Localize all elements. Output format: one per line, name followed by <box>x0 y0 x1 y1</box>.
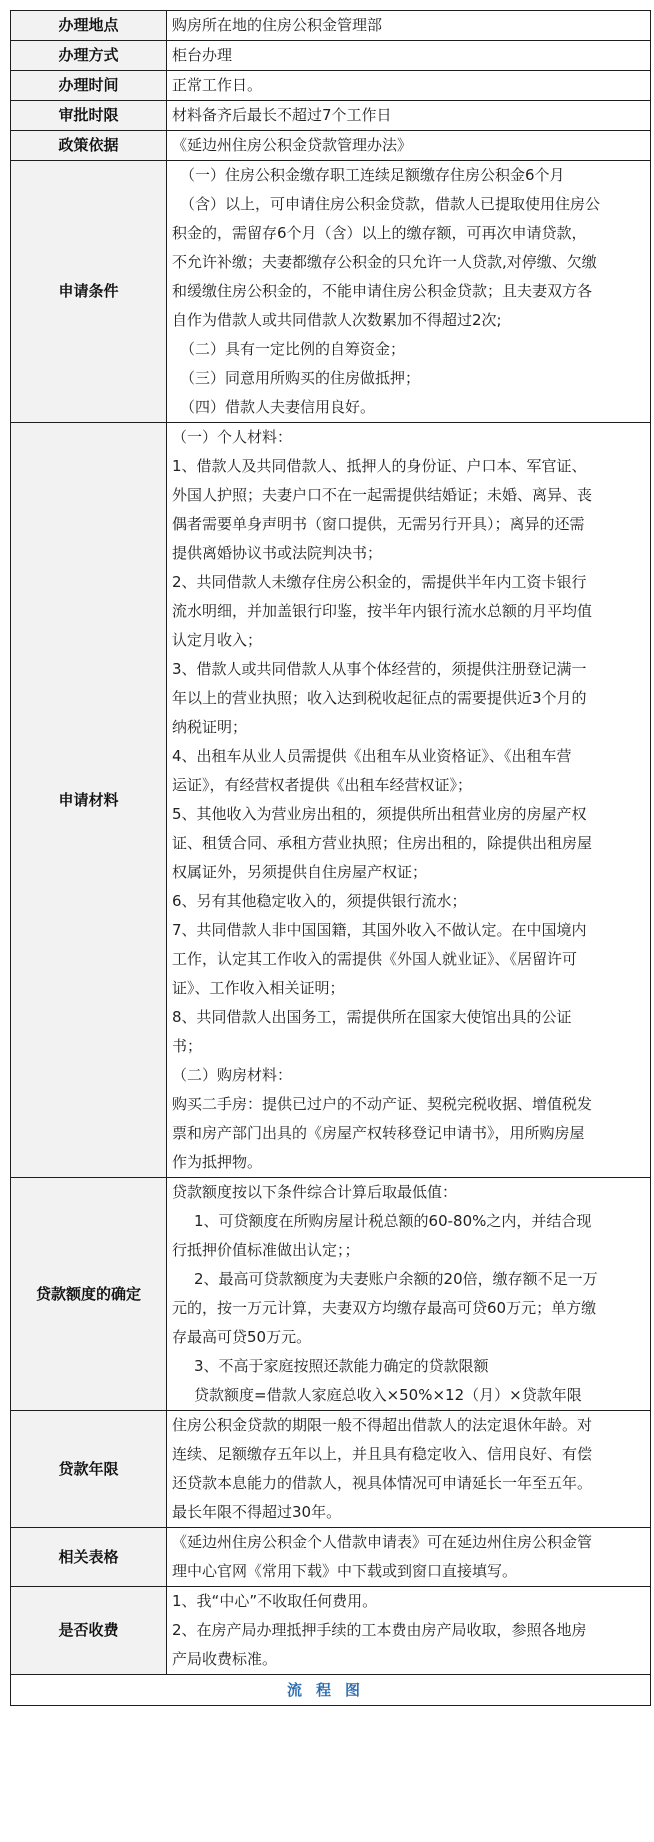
related-forms-text <box>167 1528 651 1587</box>
text-line: 1、借款人及共同借款人、抵押人的身份证、户口本、军官证、 <box>172 457 587 475</box>
text-line: 自作为借款人或共同借款人次数累加不得超过2次; <box>172 311 502 329</box>
text-line: 最长年限不得超过30年。 <box>172 1503 342 1521</box>
text-line: 2、共同借款人未缴存住房公积金的，需提供半年内工资卡银行 <box>172 573 587 591</box>
text-line: 偶者需要单身声明书（窗口提供，无需另行开具）；离异的还需 <box>172 515 585 533</box>
text-line: 证、租赁合同、承租方营业执照；住房出租的，除提供出租房屋 <box>172 834 593 852</box>
text-line: 纳税证明； <box>172 718 248 736</box>
text-line: （三）同意用所购买的住房做抵押； <box>180 369 421 387</box>
text-line: （一）住房公积金缴存职工连续足额缴存住房公积金6个月 <box>180 166 565 184</box>
text-line: 行抵押价值标准做出认定；； <box>172 1241 360 1259</box>
text-line: （二）具有一定比例的自筹资金； <box>180 340 406 358</box>
row-fees <box>11 1587 651 1675</box>
row-label: 办理时间 <box>11 71 167 101</box>
flowchart-title: 流程图 <box>11 1675 651 1706</box>
text-line: 理中心官网《常用下载》中下载或到窗口直接填写。 <box>172 1562 518 1580</box>
text-line: 年以上的营业执照；收入达到税收起征点的需要提供近3个月的 <box>172 689 587 707</box>
text-line: 运证》，有经营权者提供《出租车经营权证》； <box>172 776 473 794</box>
row-label: 是否收费 <box>11 1587 167 1675</box>
row-location <box>11 11 651 41</box>
loan-amount-text <box>167 1178 651 1411</box>
text-line: 和缓缴住房公积金的，不能申请住房公积金贷款；且夫妻双方各 <box>172 282 593 300</box>
text-line: 工作，认定其工作收入的需提供《外国人就业证》、《居留许可 <box>172 950 578 968</box>
conditions-text <box>167 161 651 423</box>
text-line: 2、最高可贷款额度为夫妻账户余额的20倍，缴存额不足一万 <box>194 1270 598 1288</box>
row-label: 审批时限 <box>11 101 167 131</box>
row-label: 贷款年限 <box>11 1411 167 1528</box>
text-line: （含）以上，可申请住房公积金贷款，借款人已提取使用住房公 <box>180 195 601 213</box>
row-method <box>11 41 651 71</box>
row-label: 政策依据 <box>11 131 167 161</box>
text-line: 元的，按一万元计算，夫妻双方均缴存最高可贷60万元；单方缴 <box>172 1299 597 1317</box>
text-line: 1、我“中心”不收取任何费用。 <box>172 1592 378 1610</box>
row-value: 购房所在地的住房公积金管理部 <box>167 11 651 41</box>
text-line: （一）个人材料： <box>172 428 293 446</box>
row-related-forms <box>11 1528 651 1587</box>
text-line: 3、不高于家庭按照还款能力确定的贷款限额 <box>194 1357 489 1375</box>
text-line: 流水明细，并加盖银行印鉴，按半年内银行流水总额的月平均值 <box>172 602 593 620</box>
text-line: 认定月收入； <box>172 631 263 649</box>
row-value: 《延边州住房公积金贷款管理办法》 <box>167 131 651 161</box>
text-line: 6、另有其他稳定收入的，须提供银行流水； <box>172 892 467 910</box>
text-line: 3、借款人或共同借款人从事个体经营的，须提供注册登记满一 <box>172 660 587 678</box>
text-line: 购买二手房：提供已过户的不动产证、契税完税收据、增值税发 <box>172 1095 593 1113</box>
loan-term-text <box>167 1411 651 1528</box>
text-line: 作为抵押物。 <box>172 1153 263 1171</box>
row-value: 材料备齐后最长不超过7个工作日 <box>167 101 651 131</box>
text-line: 2、在房产局办理抵押手续的工本费由房产局收取，参照各地房 <box>172 1621 587 1639</box>
text-line: 住房公积金贷款的期限一般不得超出借款人的法定退休年龄。对 <box>172 1416 593 1434</box>
text-line: 积金的，需留存6个月（含）以上的缴存额，可再次申请贷款， <box>172 224 587 242</box>
materials-text <box>167 423 651 1178</box>
text-line: 7、共同借款人非中国国籍，其国外收入不做认定。在中国境内 <box>172 921 587 939</box>
text-line: 存最高可贷50万元。 <box>172 1328 312 1346</box>
text-line: 不允许补缴；夫妻都缴存公积金的只允许一人贷款,对停缴、欠缴 <box>172 253 597 271</box>
text-line: （二）购房材料： <box>172 1066 293 1084</box>
row-label: 申请条件 <box>11 161 167 423</box>
row-loan-term <box>11 1411 651 1528</box>
text-line: 票和房产部门出具的《房屋产权转移登记申请书》，用所购房屋 <box>172 1124 585 1142</box>
text-line: 贷款额度=借款人家庭总收入×50%×12（月）×贷款年限 <box>194 1386 582 1404</box>
text-line: 贷款额度按以下条件综合计算后取最低值： <box>172 1183 458 1201</box>
text-line: 书； <box>172 1037 203 1055</box>
row-policy-basis <box>11 131 651 161</box>
text-line: 权属证外，另须提供自住房屋产权证； <box>172 863 428 881</box>
text-line: 8、共同借款人出国务工，需提供所在国家大使馆出具的公证 <box>172 1008 572 1026</box>
fees-text <box>167 1587 651 1675</box>
text-line: 4、出租车从业人员需提供《出租车从业资格证》、《出租车营 <box>172 747 572 765</box>
text-line: 《延边州住房公积金个人借款申请表》可在延边州住房公积金管 <box>172 1533 593 1551</box>
text-line: （四）借款人夫妻信用良好。 <box>180 398 376 416</box>
row-time <box>11 71 651 101</box>
text-line: 外国人护照；夫妻户口不在一起需提供结婚证；未婚、离异、丧 <box>172 486 593 504</box>
row-label: 贷款额度的确定 <box>11 1178 167 1411</box>
text-line: 1、可贷额度在所购房屋计税总额的60-80%之内，并结合现 <box>194 1212 592 1230</box>
text-line: 产局收费标准。 <box>172 1650 278 1668</box>
row-label: 办理方式 <box>11 41 167 71</box>
row-label: 相关表格 <box>11 1528 167 1587</box>
info-table <box>10 10 651 1706</box>
row-value: 柜台办理 <box>167 41 651 71</box>
row-conditions <box>11 161 651 423</box>
text-line: 证》、工作收入相关证明； <box>172 979 345 997</box>
row-materials <box>11 423 651 1178</box>
text-line: 5、其他收入为营业房出租的，须提供所出租营业房的房屋产权 <box>172 805 587 823</box>
text-line: 还贷款本息能力的借款人，视具体情况可申请延长一年至五年。 <box>172 1474 593 1492</box>
info-table-body <box>11 11 651 1706</box>
row-approval-limit <box>11 101 651 131</box>
row-value: 正常工作日。 <box>167 71 651 101</box>
row-loan-amount <box>11 1178 651 1411</box>
text-line: 连续、足额缴存五年以上，并且具有稳定收入、信用良好、有偿 <box>172 1445 593 1463</box>
text-line: 提供离婚协议书或法院判决书； <box>172 544 383 562</box>
row-label: 申请材料 <box>11 423 167 1178</box>
row-flow-title <box>11 1675 651 1706</box>
row-label: 办理地点 <box>11 11 167 41</box>
